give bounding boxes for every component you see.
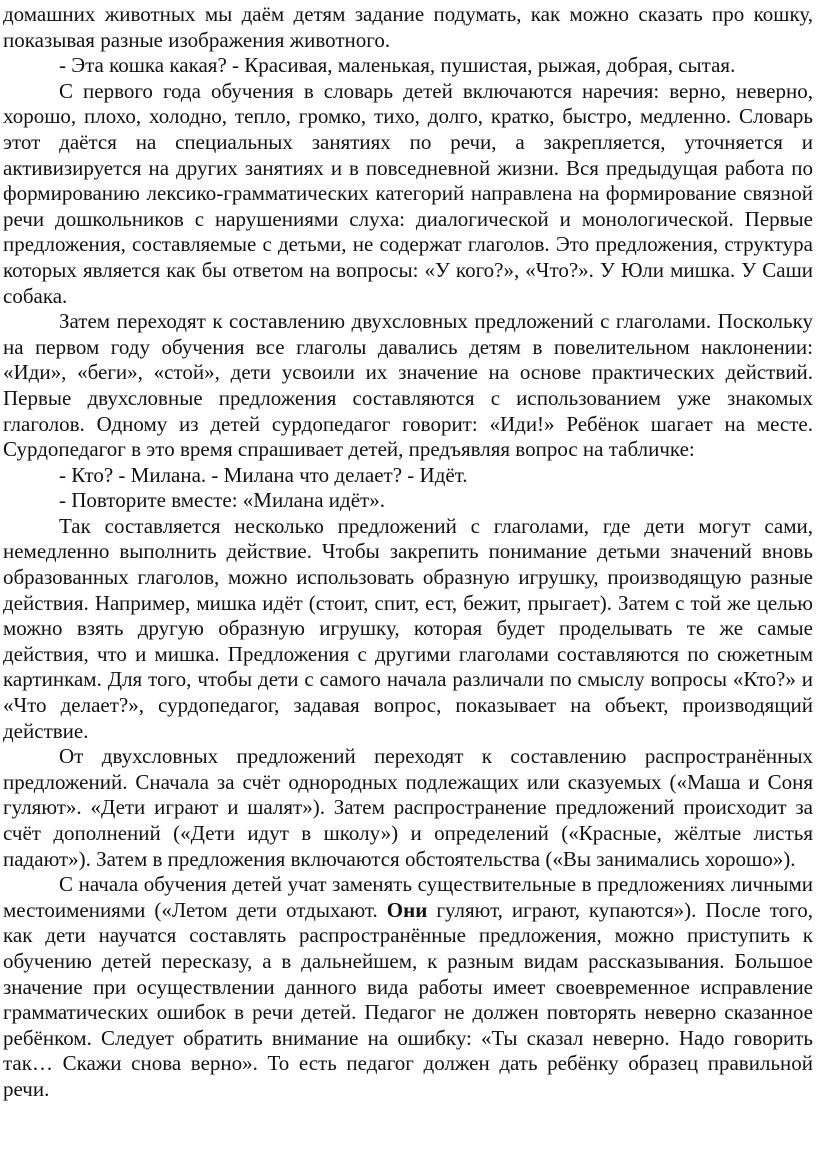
pronouns-text-after: гуляют, играют, купаются»). После того, как дети научатся составлять распространённые предложения, можно приступить к обучению детей пересказу, а в дальнейшем, к разным видам рассказывания. Большое значение при осуществлении данного вида работы имеет своевременное исправление грамматических ошибок в речи детей. Педагог не должен повторять неверно сказанное ребёнком. Следует обратить внимание на ошибку: «Ты сказал неверно. Надо говорить так… Скажи снова верно». То есть педагог должен дать ребёнку образец правильной речи.: [3, 897, 813, 1101]
paragraph-verb-sentences: Так составляется несколько предложений с глаголами, где дети могут сами, немедленно выполнить действие. Чтобы закрепить понимание детьми значений вновь образованных глаголов, можно использовать образную игрушку, производящую разные действия. Например, мишка идёт (стоит, спит, ест, бежит, прыгает). Затем с той же целью можно взять другую образную игрушку, которая будет проделывать те же самые действия, что и мишка. Предложения с другими глаголами составляются по сюжетным картинкам. Для того, чтобы дети с самого начала различали по смыслу вопросы «Кто?» и «Что делает?», сурдопедагог, задавая вопрос, показывает на объект, производящий действие.: [3, 513, 813, 743]
paragraph-pronouns: [3, 872, 813, 1102]
paragraph-adverbs: С первого года обучения в словарь детей включаются наречия: верно, неверно, хорошо, плохо, холодно, тепло, громко, тихо, долго, кратко, быстро, медленно. Словарь этот даётся на специальных занятиях по речи, а закрепляется, уточняется и активизируется на других занятиях и в повседневной жизни. Вся предыдущая работа по формированию лексико-грамматических категорий направлена на формирование связной речи дошкольников с нарушениями слуха: диалогической и монологической. Первые предложения, составляемые с детьми, не содержат глаголов. Это предложения, структура которых является как бы ответом на вопросы: «У кого?», «Что?». У Юли мишка. У Саши собака.: [3, 78, 813, 308]
paragraph-extended-sentences: От двухсловных предложений переходят к составлению распространённых предложений. Сначала за счёт однородных подлежащих или сказуемых («Маша и Соня гуляют». «Дети играют и шалят»). Затем распространение предложений происходит за счёт дополнений («Дети идут в школу») и определений («Красные, жёлтые листья падают»). Затем в предложения включаются обстоятельства («Вы занимались хорошо»).: [3, 744, 813, 871]
pronouns-bold-word: Они: [386, 897, 428, 922]
document-page: [3, 2, 813, 1103]
paragraph-intro-continuation: домашних животных мы даём детям задание подумать, как можно сказать про кошку, показывая разные изображения животного.: [3, 2, 813, 52]
paragraph-dialogue-who: - Кто? - Милана. - Милана что делает? - Идёт.: [59, 462, 468, 487]
pronouns-text-before: С начала обучения детей учат заменять существительные в предложениях личными местоимениями («Летом дети отдыхают.: [3, 872, 813, 922]
paragraph-dialogue-repeat: - Повторите вместе: «Милана идёт».: [59, 488, 385, 513]
paragraph-two-word-sentences: Затем переходят к составлению двухсловных предложений с глаголами. Поскольку на первом году обучения все глаголы давались детям в повелительном наклонении: «Иди», «беги», «стой», дети усвоили их значение на основе практических действий. Первые двухсловные предложения составляются с использованием уже знакомых глаголов. Одному из детей сурдопедагог говорит: «Иди!» Ребёнок шагает на месте. Сурдопедагог в это время спрашивает детей, предъявляя вопрос на табличке:: [3, 309, 813, 462]
paragraph-cat-example: - Эта кошка какая? - Красивая, маленькая, пушистая, рыжая, добрая, сытая.: [59, 53, 736, 78]
